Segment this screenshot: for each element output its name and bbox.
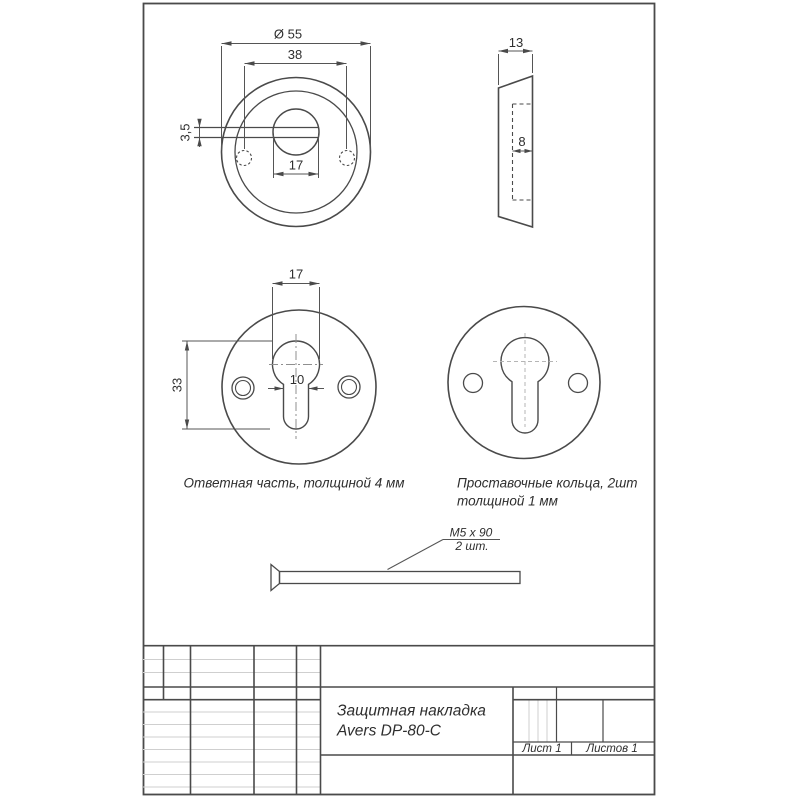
sheets-total-label: Листов 1 [586,742,638,755]
drawing-title-line1: Защитная накладка [337,702,486,720]
dim-side-inner-width-label: 8 [518,134,526,149]
dim-keyhole-width-label: 17 [288,266,304,282]
counter-part-caption: Ответная часть, толщиной 4 мм [183,475,405,491]
screw-label-size: M5 x 90 [449,525,493,540]
rings-caption-line2: толщиной 1 мм [457,493,558,509]
dim-keyhole-height-label: 33 [169,377,185,393]
dim-stem-width-label: 10 [289,372,305,387]
screw-label-qty: 2 шт. [455,539,489,553]
dim-slot-height-label: 3,5 [177,123,193,142]
dim-hole-spacing-label: 38 [287,47,303,62]
dim-outer-diameter-label: Ø 55 [273,26,303,42]
dim-side-width-label: 13 [508,35,524,50]
sheet-number-label: Лист 1 [522,742,562,755]
rings-caption-line1: Проставочные кольца, 2шт [457,475,638,491]
dim-disc-width-label: 17 [288,157,304,173]
drawing-title-line2: Avers DP-80-C [337,722,441,740]
